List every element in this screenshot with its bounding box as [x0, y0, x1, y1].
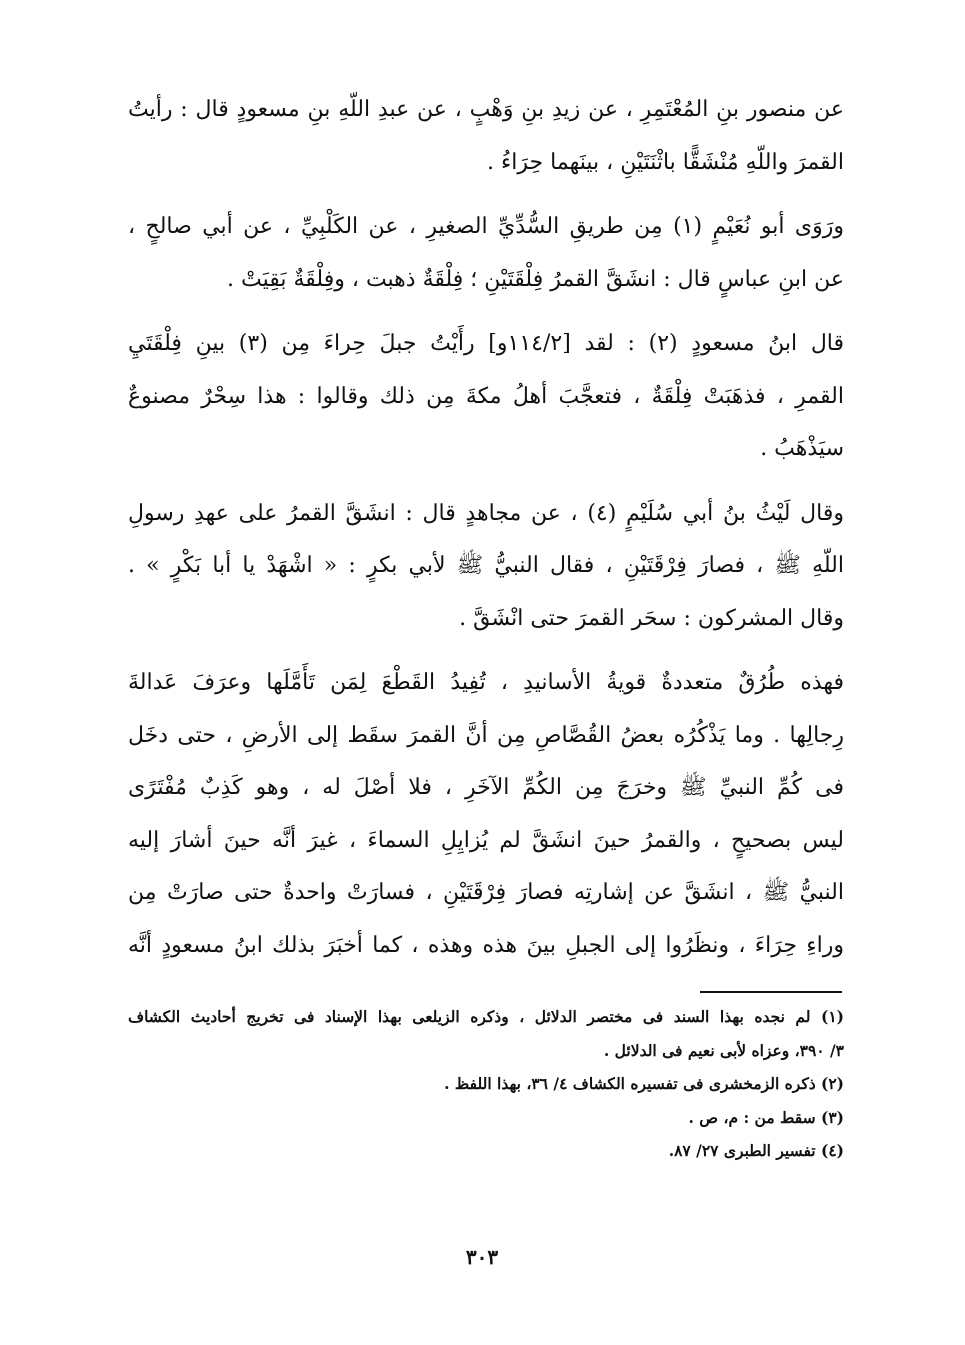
- text-line: ليس بصحيحٍ ، والقمرُ حينَ انشَقَّ لم يُزايِلِ السماءَ ، غيرَ أنَّه حينَ أشارَ إليه: [128, 827, 844, 853]
- text-line: القمرِ ، فذهَبَتْ فِلْقَةٌ ، فتعجَّبَ أهلُ مكةَ مِن ذلك وقالوا : هذا سِحْرٌ مصنوعٌ: [128, 383, 844, 409]
- text-line: وقال المشركون : سحَر القمرَ حتى انْشَقَّ .: [459, 605, 844, 631]
- text-line: رِجالِها . وما يَذْكُرُه بعضُ القُصَّاصِ مِن أنَّ القمرَ سقَط إلى الأرضِ ، حتى دخَل: [128, 722, 844, 748]
- footnote-line: (٢) ذكره الزمخشرى فى تفسيره الكشاف ٤/ ٣٦، بهذا اللفظ .: [444, 1074, 844, 1093]
- paragraph-2: [128, 201, 844, 306]
- text-line: ورَوَى أبو نُعَيْمٍ (١) مِن طريقِ السُّدِّيِّ الصغيرِ ، عن الكَلْبِيِّ ، عن أبي صالحٍ ،: [128, 214, 844, 239]
- paragraph-1: [128, 84, 844, 189]
- footnote-separator: [700, 991, 842, 993]
- text-line: النبيُّ ﷺ ، انشَقَّ عن إشارتِه فصارَ فِرْقَتَيْنِ ، فسارَتْ واحدةٌ حتى صارَتْ مِن: [128, 880, 844, 905]
- text-line: القمرَ واللّهِ مُنْشَقًّا باثْنَتَيْنِ ، بينَهما حِرَاءُ .: [486, 149, 844, 175]
- text-line: فهذه طُرُقٌ متعددةٌ قويةُ الأسانيدِ ، تُفِيدُ القَطْعَ لِمَن تَأَمَّلَها وعرَفَ عَدالةَ: [128, 670, 844, 695]
- page-number: ٣٠٣: [465, 1245, 499, 1269]
- text-line: فى كُمِّ النبيِّ ﷺ وخرَجَ مِن الكُمِّ الآخَرِ ، فلا أصْلَ له ، وهو كَذِبٌ مُفْتَرًى: [128, 775, 844, 800]
- main-text: [128, 84, 844, 984]
- paragraph-5: [128, 657, 844, 972]
- paragraph-4: [128, 488, 844, 646]
- paragraph-3: [128, 318, 844, 476]
- text-line: وقال لَيْثُ بنُ أبي سُلَيْمٍ (٤) ، عن مجاهدٍ قال : انشَقَّ القمرُ على عهدِ رسولِ: [128, 500, 844, 526]
- text-line: وراءِ حِرَاءَ ، ونظَرُوا إلى الجبلِ بينَ هذه وهذه ، كما أخبَرَ بذلك ابنُ مسعودٍ أنَّه: [128, 932, 844, 958]
- text-line: عن منصور بنِ المُعْتَمِرِ ، عن زيدِ بنِ وَهْبٍ ، عن عبدِ اللّهِ بنِ مسعودٍ قال : رأيتُ: [128, 97, 844, 122]
- text-line: عن ابنِ عباسٍ قال : انشَقَّ القمرُ فِلْقَتَيْنِ ؛ فِلْقَةٌ ذهبت ، وفِلْقَةٌ بَقِيَتْ .: [227, 266, 844, 292]
- footnote-line: (٣) سقط من : م، ص .: [688, 1107, 844, 1127]
- footnote-line: (١) لم نجده بهذا السند فى مختصر الدلائل ، وذكره الزيلعى بهذا الإسناد فى تخريج أحاديث الكشاف: [128, 1007, 844, 1026]
- text-line: سيَذْهَبُ .: [760, 436, 844, 461]
- text-line: قال ابنُ مسعودٍ (٢) : لقد [١١٤/٢و] رأَيْتُ جبلَ حِراءَ مِن (٣) بينِ فِلْقَتَيِ: [128, 331, 844, 356]
- footnotes: [128, 1000, 844, 1168]
- footnote-line: ٣/ ٣٩٠، وعزاه لأبى نعيم فى الدلائل .: [603, 1040, 844, 1060]
- text-line: اللّهِ ﷺ ، فصارَ فِرْقَتَيْنِ ، فقال النبيُّ ﷺ لأبي بكرٍ : « اشْهَدْ يا أبا بَكْرٍ » .: [128, 553, 844, 578]
- footnote-line: (٤) تفسير الطبرى ٢٧/ ٨٧.: [668, 1141, 844, 1160]
